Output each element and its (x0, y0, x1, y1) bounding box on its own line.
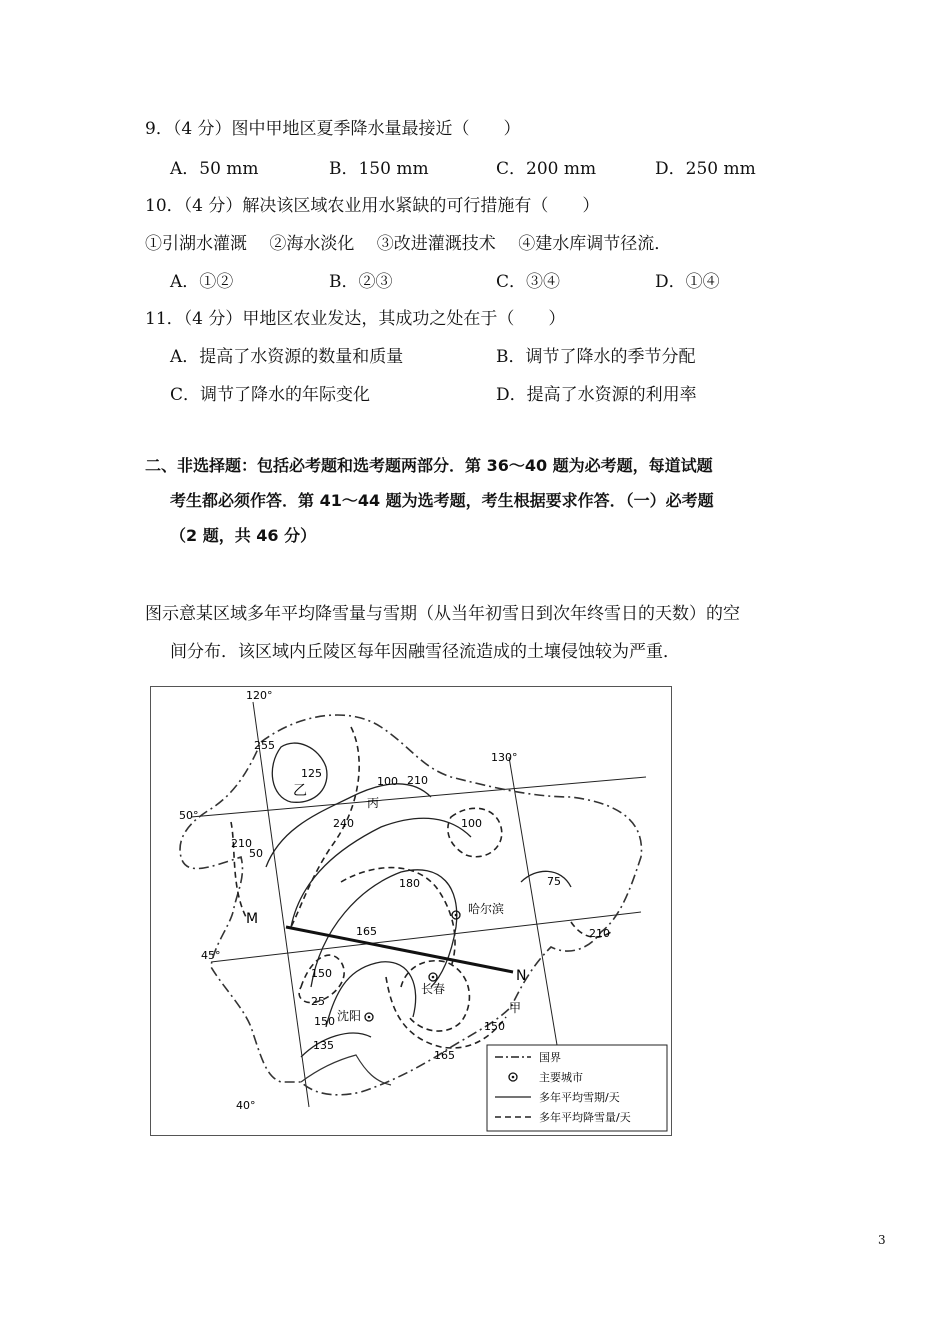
q10-option-c: C．③④ (496, 272, 561, 292)
q10-stem: 10．（4 分）解决该区域农业用水紧缺的可行措施有（ ） (145, 196, 600, 216)
q11-option-d: D．提高了水资源的利用率 (496, 385, 697, 405)
city-dot-harbin (455, 914, 458, 917)
q10-option-d: D．①④ (655, 272, 720, 292)
value-240: 240 (333, 817, 354, 830)
value-150-east: 150 (484, 1020, 505, 1033)
label-n: N (516, 968, 527, 984)
value-135: 135 (313, 1039, 334, 1052)
lat-label-40: 40° (236, 1099, 256, 1112)
value-125: 125 (301, 767, 322, 780)
city-dot-changchun (432, 976, 435, 979)
section2-line1: 二、非选择题：包括必考题和选考题两部分．第 36～40 题为必考题，每道试题 (145, 456, 713, 475)
isoline-135 (301, 1033, 371, 1057)
q10-option-a: A．①② (170, 272, 234, 292)
label-yi: 乙 (293, 783, 307, 799)
q10-option-b: B．②③ (329, 272, 393, 292)
q11-stem: 11．（4 分）甲地区农业发达，其成功之处在于（ ） (145, 309, 566, 329)
section2-line3: （2 题，共 46 分） (170, 526, 317, 545)
q10-measures: ①引湖水灌溉 ②海水淡化 ③改进灌溉技术 ④建水库调节径流． (145, 234, 672, 254)
label-harbin: 哈尔滨 (468, 902, 505, 916)
legend-city-label: 主要城市 (539, 1071, 583, 1084)
value-210-west: 210 (231, 837, 252, 850)
isoline-165 (311, 870, 457, 987)
section2-line2: 考生都必须作答．第 41～44 题为选考题，考生根据要求作答．（一）必考题 (170, 491, 714, 510)
value-150: 150 (314, 1015, 335, 1028)
label-m: M (246, 911, 259, 927)
map-legend (487, 1045, 667, 1131)
value-180: 180 (399, 877, 420, 890)
value-165-south: 165 (434, 1049, 455, 1062)
q9-option-d: D．250 mm (655, 159, 756, 179)
legend-boundary-label: 国界 (539, 1051, 561, 1064)
intro-line1: 图示意某区域多年平均降雪量与雪期（从当年初雪日到次年终雪日的天数）的空 (145, 604, 740, 624)
label-changchun: 长春 (421, 982, 446, 996)
q11-option-c: C．调节了降水的年际变化 (170, 385, 371, 405)
isoline-100-east (448, 808, 502, 856)
legend-period-label: 多年平均雪期/天 (539, 1091, 620, 1104)
value-150-west: 150 (311, 967, 332, 980)
national-boundary (180, 715, 641, 1095)
label-bing: 丙 (367, 796, 380, 810)
q11-option-b: B．调节了降水的季节分配 (496, 347, 696, 367)
snow-period-isolines (266, 743, 571, 1057)
value-50-west: 50 (249, 847, 263, 860)
lon-label-130: 130° (491, 751, 518, 764)
q11-option-a: A．提高了水资源的数量和质量 (170, 347, 404, 367)
value-255: 255 (254, 739, 275, 752)
isoline-180 (341, 868, 455, 967)
value-100-north: 100 (377, 775, 398, 788)
value-100-east: 100 (461, 817, 482, 830)
legend-snowfall-label: 多年平均降雪量/天 (539, 1111, 631, 1124)
snow-map-figure (150, 686, 672, 1136)
value-210-east: 210 (589, 927, 610, 940)
snow-map-svg (151, 687, 671, 1135)
value-25: 25 (311, 995, 325, 1008)
isoline-165-south (386, 977, 506, 1048)
q9-option-a: A．50 mm (170, 159, 259, 179)
value-165: 165 (356, 925, 377, 938)
lon-label-120: 120° (246, 689, 273, 702)
label-shenyang: 沈阳 (337, 1009, 362, 1023)
lat-label-45: 45° (201, 949, 221, 962)
q9-option-b: B．150 mm (329, 159, 429, 179)
intro-line2: 间分布．该区域内丘陵区每年因融雪径流造成的土壤侵蚀较为严重． (170, 642, 680, 662)
value-75: 75 (547, 875, 561, 888)
q9-stem: 9．（4 分）图中甲地区夏季降水量最接近（ ） (145, 119, 521, 139)
isoline-210 (291, 818, 471, 927)
value-210: 210 (407, 774, 428, 787)
city-dot-shenyang (368, 1016, 371, 1019)
q9-option-c: C．200 mm (496, 159, 597, 179)
label-jia: 甲 (509, 1001, 522, 1015)
legend-city-dot (512, 1076, 515, 1079)
coastline (301, 1055, 391, 1085)
page-number: 3 (878, 1233, 886, 1247)
lat-label-50: 50° (179, 809, 199, 822)
